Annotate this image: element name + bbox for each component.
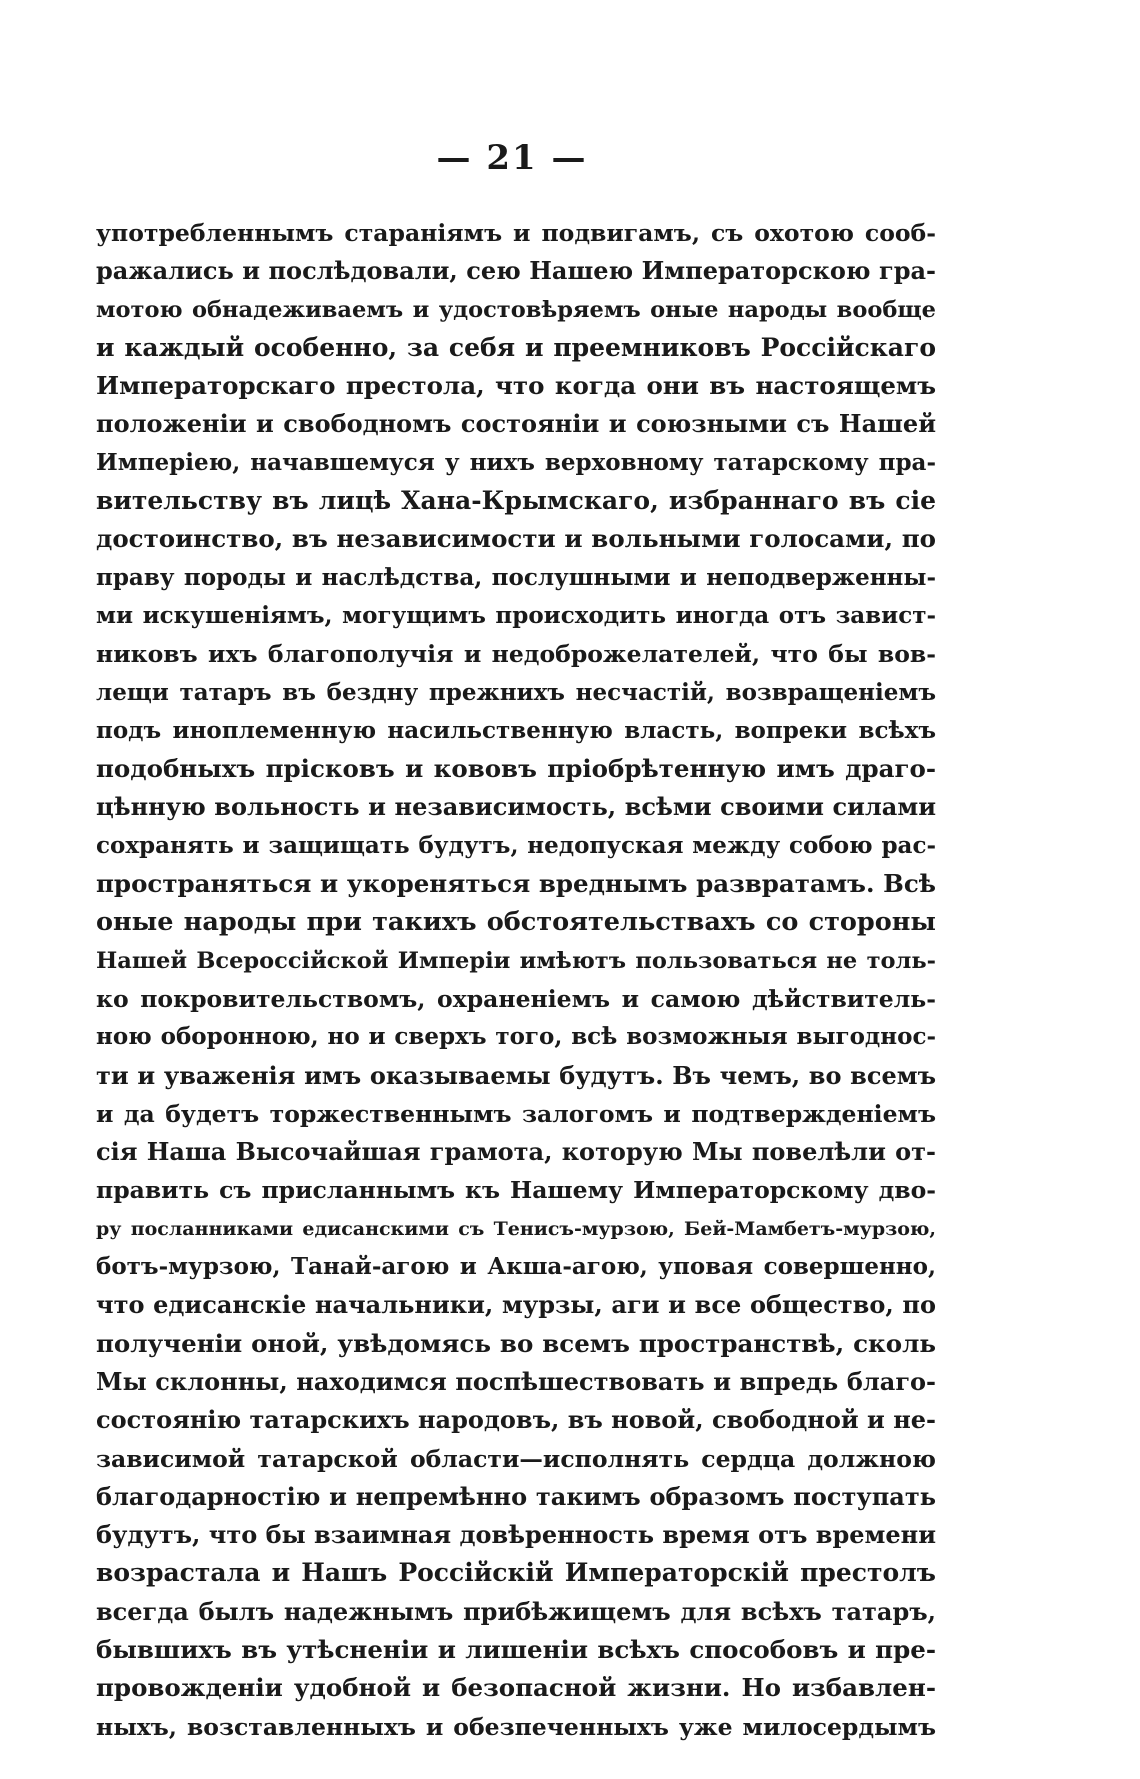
text-line: ко покровительствомъ, охраненіемъ и самою дѣйствитель- [96, 984, 936, 1013]
text-line: ныхъ, возставленныхъ и обезпеченныхъ уже милосердымъ [96, 1712, 936, 1741]
text-line: цѣнную вольность и независимость, всѣми своими силами [96, 792, 936, 822]
text-line: достоинство, въ независимости и вольными голосами, по [96, 524, 936, 554]
text-line: никовъ ихъ благополучія и недоброжелателей, что бы вов- [96, 640, 936, 669]
text-line: ти и уваженія имъ оказываемы будутъ. Въ чемъ, во всемъ [96, 1060, 936, 1090]
text-line: благодарностію и непремѣнно такимъ образомъ поступать [96, 1481, 936, 1511]
text-line: мотою обнадеживаемъ и удостовѣряемъ оные народы вообще [96, 296, 936, 323]
text-line: подъ иноплеменную насильственную власть, вопреки всѣхъ [96, 716, 936, 744]
text-line: что едисанскіе начальники, мурзы, аги и все общество, по [96, 1290, 936, 1320]
text-line: полученіи оной, увѣдомясь во всемъ пространствѣ, сколь [96, 1328, 936, 1358]
text-line: ражались и послѣдовали, сею Нашею Императорскою гра- [96, 256, 936, 286]
body-text [96, 214, 936, 1746]
text-line: Императорскаго престола, что когда они въ настоящемъ [96, 371, 936, 401]
text-line: и каждый особенно, за себя и преемниковъ Россійскаго [96, 332, 936, 362]
text-line: положеніи и свободномъ состояніи и союзными съ Нашей [96, 409, 936, 439]
text-line: Имперіею, начавшемуся у нихъ верховному татарскому пра- [96, 448, 936, 476]
text-line: ру посланниками едисанскими съ Тенисъ-мурзою, Бей-Мамбетъ-мурзою, [96, 1217, 936, 1240]
page-number: — 21 — [436, 138, 588, 178]
text-line: и да будетъ торжественнымъ залогомъ и подтвержденіемъ [96, 1099, 936, 1128]
text-line: пространяться и укореняться вреднымъ развратамъ. Всѣ [96, 869, 936, 899]
text-line: ми искушеніямъ, могущимъ происходить иногда отъ завист- [96, 601, 936, 629]
text-line: будутъ, что бы взаимная довѣренность время отъ времени [96, 1520, 936, 1550]
text-line: подобныхъ прісковъ и кововъ пріобрѣтенную имъ драго- [96, 754, 936, 784]
text-line: сія Наша Высочайшая грамота, которую Мы повелѣли от- [96, 1137, 936, 1167]
text-line: состоянію татарскихъ народовъ, въ новой, свободной и не- [96, 1405, 936, 1435]
text-line: провожденіи удобной и безопасной жизни. Но избавлен- [96, 1673, 936, 1703]
text-line: ботъ-мурзою, Танай-агою и Акша-агою, уповая совершенно, [96, 1253, 936, 1281]
text-line: править съ присланнымъ къ Нашему Императорскому дво- [96, 1176, 936, 1205]
text-line: вительству въ лицѣ Хана-Крымскаго, избраннаго въ сіе [96, 486, 936, 516]
text-line: лещи татаръ въ бездну прежнихъ несчастій, возвращеніемъ [96, 678, 936, 706]
text-line: праву породы и наслѣдства, послушными и неподверженны- [96, 563, 936, 591]
text-line: Мы склонны, находимся поспѣшествовать и впредь благо- [96, 1366, 936, 1396]
text-line: оные народы при такихъ обстоятельствахъ со стороны [96, 907, 936, 938]
text-line: употребленнымъ стараніямъ и подвигамъ, съ охотою сооб- [96, 219, 936, 247]
text-line: бывшихъ въ утѣсненіи и лишеніи всѣхъ способовъ и пре- [96, 1634, 936, 1664]
text-line: возрастала и Нашъ Россійскій Императорскій престолъ [96, 1558, 936, 1588]
text-line: Нашей Всероссійской Имперіи имѣютъ пользоваться не толь- [96, 947, 936, 974]
text-line: сохранять и защищать будутъ, недопуская между собою рас- [96, 831, 936, 859]
text-line: всегда былъ надежнымъ прибѣжищемъ для всѣхъ татаръ, [96, 1596, 936, 1626]
text-line: ною оборонною, но и сверхъ того, всѣ возможныя выгоднос- [96, 1023, 936, 1051]
text-line: зависимой татарской области—исполнять сердца должною [96, 1444, 936, 1473]
